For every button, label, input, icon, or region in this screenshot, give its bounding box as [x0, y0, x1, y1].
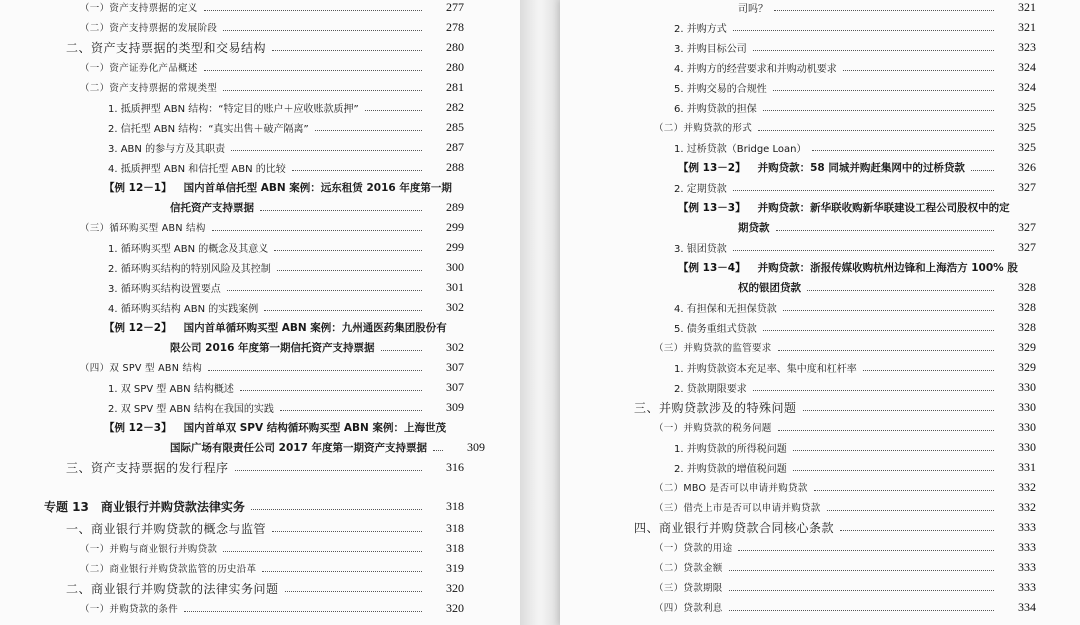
toc-entry: [678, 197, 1036, 217]
toc-entry: [674, 137, 1036, 157]
toc-entry: [674, 77, 1036, 97]
example-tag: 【例 13－2】: [678, 161, 746, 174]
toc-entry-title: 4. 抵质押型 ABN 和信托型 ABN 的比较: [108, 163, 286, 175]
toc-entry: [674, 297, 1036, 317]
toc-entry-title: 限公司 2016 年度第一期信托资产支持票据: [170, 341, 375, 354]
dot-leader: [812, 150, 994, 151]
toc-page-number: 332: [1018, 479, 1036, 494]
toc-entry-title: 1. 双 SPV 型 ABN 结构概述: [108, 383, 234, 395]
toc-page-number: 328: [1018, 319, 1036, 334]
toc-entry: [654, 477, 1036, 497]
dot-leader: [285, 591, 422, 592]
toc-entry: [66, 457, 464, 477]
toc-page-number: 278: [446, 19, 464, 34]
toc-entry: [674, 37, 1036, 57]
toc-entry: [654, 497, 1036, 517]
toc-page-number: 288: [446, 159, 464, 174]
toc-entry: [80, 17, 464, 37]
toc-page-number: 307: [446, 359, 464, 374]
toc-entry-title: （一）资产支持票据的定义: [80, 3, 198, 14]
toc-entry-title: （一）贷款的用途: [654, 543, 733, 554]
example-tag: 【例 13－3】: [678, 201, 746, 214]
toc-page-number: 333: [1018, 519, 1036, 534]
dot-leader: [863, 370, 994, 371]
toc-entry-title: （二）并购贷款的形式: [654, 123, 753, 134]
toc-entry-title: 1. 循环购买型 ABN 的概念及其意义: [108, 243, 269, 255]
dot-leader: [840, 530, 994, 531]
toc-entry: [108, 117, 464, 137]
toc-page-number: 334: [1018, 599, 1036, 614]
toc-entry-title: 3. 银团贷款: [674, 243, 727, 255]
toc-page-number: 280: [446, 39, 464, 54]
toc-page-number: 299: [446, 239, 464, 254]
dot-leader: [274, 250, 422, 251]
toc-entry-title: 5. 并购交易的合规性: [674, 83, 767, 95]
dot-leader: [729, 610, 994, 611]
toc-entry: [66, 518, 464, 538]
toc-page-number: 321: [1018, 0, 1036, 14]
toc-page-number: 316: [446, 459, 464, 474]
toc-entry: [674, 377, 1036, 397]
toc-entry: [738, 277, 1036, 297]
toc-entry-title: 一、商业银行并购贷款的概念与监管: [66, 521, 267, 536]
dot-leader: [776, 230, 995, 231]
toc-entry-title: （二）贷款金额: [654, 563, 723, 574]
dot-leader: [223, 30, 422, 31]
toc-entry-title: 2. 双 SPV 型 ABN 结构在我国的实践: [108, 403, 274, 415]
toc-entry-title: 期贷款: [738, 221, 770, 234]
toc-page-number: 289: [446, 199, 464, 214]
dot-leader: [280, 410, 422, 411]
toc-entry: [108, 377, 464, 397]
dot-leader: [365, 110, 422, 111]
dot-leader: [793, 470, 994, 471]
toc-entry-title: 二、资产支持票据的类型和交易结构: [66, 40, 267, 55]
toc-page-number: 321: [1018, 19, 1036, 34]
toc-page-number: 330: [1018, 419, 1036, 434]
dot-leader: [231, 150, 422, 151]
toc-page-number: 327: [1018, 179, 1036, 194]
toc-entry: [108, 277, 464, 297]
toc-page-number: 325: [1018, 99, 1036, 114]
toc-entry: [654, 337, 1036, 357]
toc-entry: [66, 37, 464, 57]
toc-entry-title: 国内首单双 SPV 结构循环购买型 ABN 案例：上海世茂: [183, 421, 447, 434]
toc-page-number: 318: [446, 520, 464, 535]
toc-entry: [674, 97, 1036, 117]
toc-entry-title: 2. 定期贷款: [674, 183, 727, 195]
toc-page-number: 325: [1018, 119, 1036, 134]
toc-entry: [674, 457, 1036, 477]
toc-page-number: 330: [1018, 399, 1036, 414]
toc-page-number: 326: [1018, 159, 1036, 174]
dot-leader: [223, 551, 422, 552]
dot-leader: [272, 531, 422, 532]
toc-entry: [104, 177, 464, 197]
toc-page-number: 327: [1018, 219, 1036, 234]
toc-entry: [108, 157, 464, 177]
dot-leader: [803, 410, 994, 411]
dot-leader: [778, 430, 994, 431]
dot-leader: [212, 230, 422, 231]
toc-page-number: 302: [446, 299, 464, 314]
toc-entry-title: （二）MBO 是否可以申请并购贷款: [654, 483, 808, 494]
toc-entry: [674, 17, 1036, 37]
dot-leader: [827, 510, 994, 511]
toc-entry: [654, 117, 1036, 137]
toc-entry: [170, 437, 486, 457]
toc-page-number: 300: [446, 259, 464, 274]
toc-entry-title: 1. 过桥贷款（Bridge Loan）: [674, 143, 807, 155]
toc-page-number: 333: [1018, 579, 1036, 594]
toc-entry: [108, 257, 464, 277]
toc-entry-title: 信托资产支持票据: [170, 201, 254, 214]
toc-entry-title: 四、商业银行并购贷款合同核心条款: [634, 520, 835, 535]
example-tag: 【例 13－4】: [678, 261, 746, 274]
dot-leader: [814, 490, 994, 491]
left-page: [0, 0, 520, 625]
dot-leader: [260, 210, 422, 211]
dot-leader: [208, 370, 422, 371]
toc-entry-title: 2. 信托型 ABN 结构：“真实出售＋破产隔离”: [108, 123, 309, 135]
dot-leader: [793, 450, 994, 451]
toc-page-number: 287: [446, 139, 464, 154]
toc-entry-title: （二）商业银行并购贷款监管的历史沿革: [80, 564, 257, 575]
toc-entry-title: 5. 债务重组式贷款: [674, 323, 757, 335]
toc-page-number: 330: [1018, 379, 1036, 394]
toc-page-number: 323: [1018, 39, 1036, 54]
toc-page-number: 318: [446, 540, 464, 555]
toc-entry-title: 国际广场有限责任公司 2017 年度第一期资产支持票据: [170, 441, 428, 454]
dot-leader: [774, 10, 994, 11]
toc-entry-title: 并购贷款：58 同城并购赶集网中的过桥贷款: [757, 161, 965, 174]
toc-entry-title: 2. 并购贷款的增值税问题: [674, 463, 787, 475]
toc-entry-title: 三、并购贷款涉及的特殊问题: [634, 400, 797, 415]
toc-entry: [44, 496, 464, 516]
toc-entry-title: 权的银团贷款: [738, 281, 801, 294]
toc-entry-title: 2. 贷款期限要求: [674, 383, 747, 395]
toc-page-number: 285: [446, 119, 464, 134]
toc-entry-title: 司吗？: [738, 3, 768, 15]
dot-leader: [783, 310, 994, 311]
toc-page-number: 277: [446, 0, 464, 14]
toc-entry: [674, 357, 1036, 377]
toc-entry-title: 1. 抵质押型 ABN 结构：“特定目的账户＋应收账款质押”: [108, 103, 359, 115]
toc-page-number: 327: [1018, 239, 1036, 254]
toc-entry: [678, 257, 1036, 277]
dot-leader: [763, 110, 994, 111]
toc-entry: [738, 0, 1036, 17]
toc-entry: [66, 578, 464, 598]
toc-page-number: 301: [446, 279, 464, 294]
toc-page-number: 320: [446, 580, 464, 595]
toc-page-number: 320: [446, 600, 464, 615]
dot-leader: [381, 350, 422, 351]
toc-entry-title: （四）贷款利息: [654, 603, 723, 614]
toc-page-number: 328: [1018, 279, 1036, 294]
toc-entry-title: （三）借壳上市是否可以申请并购贷款: [654, 503, 821, 514]
toc-page-number: 328: [1018, 299, 1036, 314]
dot-leader: [729, 590, 994, 591]
dot-leader: [733, 250, 994, 251]
dot-leader: [262, 571, 422, 572]
dot-leader: [843, 70, 994, 71]
toc-entry: [654, 537, 1036, 557]
dot-leader: [204, 70, 422, 71]
toc-entry-title: （二）资产支持票据的常规类型: [80, 83, 218, 94]
toc-page-number: 280: [446, 59, 464, 74]
toc-page-number: 319: [446, 560, 464, 575]
toc-page-number: 329: [1018, 339, 1036, 354]
dot-leader: [758, 130, 994, 131]
toc-entry-title: 1. 并购贷款资本充足率、集中度和杠杆率: [674, 363, 857, 375]
toc-page-number: 299: [446, 219, 464, 234]
toc-entry-title: 4. 并购方的经营要求和并购动机要求: [674, 63, 837, 75]
toc-entry: [654, 597, 1036, 617]
right-page: [560, 0, 1080, 625]
toc-entry-title: （一）并购贷款的税务问题: [654, 423, 772, 434]
toc-entry-title: （一）资产证券化产品概述: [80, 63, 198, 74]
toc-entry-title: （三）贷款期限: [654, 583, 723, 594]
toc-entry: [80, 57, 464, 77]
toc-entry: [108, 297, 464, 317]
toc-page-number: 333: [1018, 539, 1036, 554]
toc-entry: [80, 558, 464, 578]
toc-entry-title: 2. 并购方式: [674, 23, 727, 35]
toc-page-number: 333: [1018, 559, 1036, 574]
toc-entry: [80, 217, 464, 237]
example-tag: 【例 12－2】: [104, 321, 172, 334]
toc-entry: [654, 557, 1036, 577]
toc-entry-title: 4. 循环购买结构 ABN 的实践案例: [108, 303, 259, 315]
dot-leader: [251, 509, 422, 510]
toc-entry: [104, 317, 464, 337]
toc-page-number: 281: [446, 79, 464, 94]
dot-leader: [738, 550, 994, 551]
left-toc-list: [0, 0, 520, 625]
toc-entry-title: （三）循环购买型 ABN 结构: [80, 223, 206, 234]
toc-entry-title: 二、商业银行并购贷款的法律实务问题: [66, 581, 279, 596]
dot-leader: [292, 170, 422, 171]
book-gutter: [520, 0, 560, 625]
dot-leader: [315, 130, 422, 131]
toc-page-number: 309: [446, 399, 464, 414]
toc-entry: [674, 317, 1036, 337]
dot-leader: [227, 290, 422, 291]
toc-page-number: 309: [467, 439, 486, 454]
toc-entry-title: （四）双 SPV 型 ABN 结构: [80, 363, 203, 374]
dot-leader: [733, 30, 994, 31]
toc-page-number: 331: [1018, 459, 1036, 474]
dot-leader: [223, 90, 422, 91]
dot-leader: [277, 270, 422, 271]
dot-leader: [235, 470, 422, 471]
toc-entry-title: （三）并购贷款的监管要求: [654, 343, 772, 354]
toc-entry-title: 国内首单信托型 ABN 案例：远东租赁 2016 年度第一期: [183, 181, 452, 194]
example-tag: 【例 12－3】: [104, 421, 172, 434]
toc-entry-title: 3. 循环购买结构设置要点: [108, 283, 221, 295]
toc-entry-title: 3. 并购目标公司: [674, 43, 747, 55]
toc-entry: [674, 237, 1036, 257]
toc-entry: [674, 437, 1036, 457]
toc-entry: [654, 417, 1036, 437]
toc-entry: [80, 77, 464, 97]
toc-entry-title: （一）并购与商业银行并购贷款: [80, 544, 218, 555]
dot-leader: [778, 350, 994, 351]
toc-entry: [654, 577, 1036, 597]
toc-entry-title: （二）资产支持票据的发展阶段: [80, 23, 218, 34]
toc-entry: [80, 598, 464, 618]
toc-entry: [170, 197, 464, 217]
toc-page-number: 324: [1018, 59, 1036, 74]
dot-leader: [264, 310, 422, 311]
toc-entry-title: 2. 循环购买结构的特别风险及其控制: [108, 263, 271, 275]
toc-entry: [108, 137, 464, 157]
toc-entry: [80, 538, 464, 558]
toc-entry: [108, 97, 464, 117]
dot-leader: [807, 290, 994, 291]
toc-page-number: 307: [446, 379, 464, 394]
toc-entry-title: 1. 并购贷款的所得税问题: [674, 443, 787, 455]
toc-entry-title: （一）并购贷款的条件: [80, 604, 179, 615]
toc-entry: [674, 177, 1036, 197]
dot-leader: [971, 170, 994, 171]
toc-entry: [738, 217, 1036, 237]
dot-leader: [204, 10, 422, 11]
dot-leader: [753, 390, 994, 391]
toc-entry: [108, 237, 464, 257]
toc-entry-title: 并购贷款：新华联收购新华联建设工程公司股权中的定: [757, 201, 1010, 214]
toc-page-number: 282: [446, 99, 464, 114]
toc-page-number: 318: [446, 498, 464, 513]
toc-entry: [104, 417, 464, 437]
dot-leader: [733, 190, 994, 191]
toc-entry: [80, 357, 464, 377]
toc-entry-title: 3. ABN 的参与方及其职责: [108, 143, 226, 155]
toc-entry-title: 国内首单循环购买型 ABN 案例：九州通医药集团股份有: [183, 321, 447, 334]
dot-leader: [272, 50, 422, 51]
dot-leader: [753, 50, 994, 51]
toc-entry: [634, 517, 1036, 537]
toc-page-number: 324: [1018, 79, 1036, 94]
dot-leader: [184, 611, 422, 612]
toc-entry-title: 6. 并购贷款的担保: [674, 103, 757, 115]
right-toc-list: [560, 0, 1080, 625]
toc-entry: [634, 397, 1036, 417]
dot-leader: [240, 390, 422, 391]
toc-entry-title: 4. 有担保和无担保贷款: [674, 303, 777, 315]
toc-entry-title: 三、资产支持票据的发行程序: [66, 460, 229, 475]
toc-entry: [80, 0, 464, 17]
example-tag: 【例 12－1】: [104, 181, 172, 194]
toc-entry: [170, 337, 464, 357]
toc-entry-title: 并购贷款：浙报传媒收购杭州边锋和上海浩方 100% 股: [757, 261, 1018, 274]
toc-page-number: 330: [1018, 439, 1036, 454]
toc-entry: [674, 57, 1036, 77]
toc-page-number: 325: [1018, 139, 1036, 154]
toc-page-number: 302: [446, 339, 464, 354]
dot-leader: [773, 90, 994, 91]
dot-leader: [433, 450, 443, 451]
dot-leader: [729, 570, 994, 571]
toc-page-number: 332: [1018, 499, 1036, 514]
toc-entry-title: 专题 13 商业银行并购贷款法律实务: [44, 499, 245, 514]
toc-entry: [678, 157, 1036, 177]
toc-page-number: 329: [1018, 359, 1036, 374]
toc-entry: [108, 397, 464, 417]
dot-leader: [763, 330, 994, 331]
